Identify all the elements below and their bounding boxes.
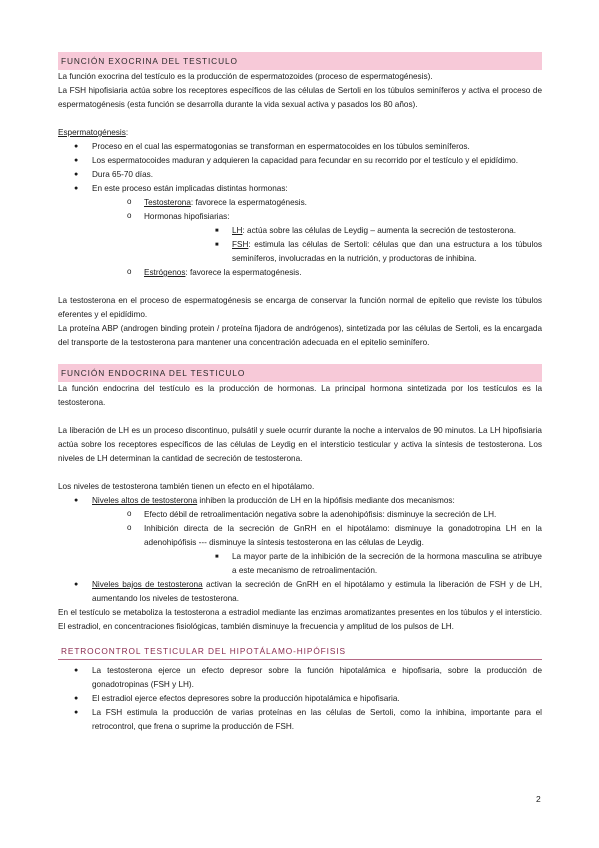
sub-sub-list xyxy=(144,550,542,578)
list-item: o Efecto débil de retroalimentación negativa sobre la adenohipófisis: disminuye la secreción de LH. xyxy=(92,508,542,522)
list-item xyxy=(58,182,542,280)
sub-sub-list xyxy=(144,224,542,266)
subheading-label: Espermatogénesis xyxy=(58,128,126,137)
section-heading-retrocontrol: RETROCONTROL TESTICULAR DEL HIPOTÁLAMO-HIPÓFISIS xyxy=(58,644,542,660)
list-item xyxy=(144,224,542,238)
hormone-name: LH xyxy=(232,226,243,235)
subheading-espermatogenesis xyxy=(58,126,542,140)
hormone-text: : favorece la espermatogénesis. xyxy=(190,198,307,207)
hormone-text: : estimula las células de Sertoli: células que dan una estructura a los túbulos seminíferos, involucradas en la nutrición, y productoras de inhibina. xyxy=(232,240,542,263)
paragraph: La liberación de LH es un proceso discontinuo, pulsátil y suele ocurrir durante la noche a intervalos de 90 minutos. La LH hipofisiaria actúa sobre los receptores específicos de las células de Leydig en el intersticio testicular y activa la síntesis de testosterona. Los niveles de LH determinan la cantidad de secreción de testosterona. xyxy=(58,426,542,463)
list-item xyxy=(144,238,542,266)
list-item: ■ La mayor parte de la inhibición de la secreción de la hormona masculina se atribuye a este mecanismo de retroalimentación. xyxy=(144,550,542,578)
list-item xyxy=(92,196,542,210)
section-heading-exocrine: FUNCIÓN EXOCRINA DEL TESTICULO xyxy=(58,52,542,70)
bullet-list xyxy=(58,664,542,734)
paragraph: La FSH hipofisiaria actúa sobre los receptores específicos de las células de Sertoli en los túbulos seminíferos y activa el proceso de espermatogénesis (esta función se desarrolla durante la vida sexual activa y pasados los 80 años). xyxy=(58,86,542,109)
list-item-text: activan la secreción de GnRH en el hipotálamo y estimula la liberación de FSH y de LH, aumentando los niveles de testosterona. xyxy=(92,580,542,603)
sub-list xyxy=(92,196,542,280)
underlined-term: Niveles bajos de testosterona xyxy=(92,580,203,589)
hormone-name: FSH xyxy=(232,240,249,249)
sub-list xyxy=(92,508,542,578)
paragraph: La función exocrina del testículo es la producción de espermatozoides (proceso de espermatogénesis). xyxy=(58,72,433,81)
list-item: ● La FSH estimula la producción de varias proteínas en las células de Sertoli, como la inhibina, importante para el retrocontrol, que frena o suprime la producción de FSH. xyxy=(58,706,542,734)
list-item: ● El estradiol ejerce efectos depresores sobre la producción hipotalámica e hipofisaria. xyxy=(58,692,542,706)
hormone-text: : favorece la espermatogénesis. xyxy=(185,268,302,277)
section-heading-endocrine: FUNCIÓN ENDOCRINA DEL TESTICULO xyxy=(58,364,542,382)
page-number: 2 xyxy=(536,794,541,804)
list-item xyxy=(92,266,542,280)
underlined-term: Niveles altos de testosterona xyxy=(92,496,198,505)
paragraph: La función endocrina del testículo es la producción de hormonas. La principal hormona sintetizada por los testículos es la testosterona. xyxy=(58,384,542,407)
list-item xyxy=(92,522,542,578)
paragraph: La testosterona en el proceso de espermatogénesis se encarga de conservar la función normal de epitelio que reviste los túbulos eferentes y el epidídimo. xyxy=(58,296,542,319)
list-item: ● Los espermatocoides maduran y adquieren la capacidad para fecundar en su recorrido por el testículo y el epidídimo. xyxy=(58,154,542,168)
subheading-colon: : xyxy=(125,128,129,137)
hormone-name: Testosterona xyxy=(144,198,191,207)
document-page xyxy=(58,52,542,734)
hormone-text: : actúa sobre las células de Leydig – aumenta la secreción de testosterona. xyxy=(242,226,517,235)
list-item xyxy=(58,578,542,606)
list-item: ● Dura 65-70 días. xyxy=(58,168,542,182)
paragraph: En el testículo se metaboliza la testosterona a estradiol mediante las enzimas aromatizantes presentes en los túbulos y el intersticio. El estradiol, en concentraciones fisiológicas, también disminuye la frecuencia y amplitud de los pulsos de LH. xyxy=(58,608,542,631)
list-item-text: Inhibición directa de la secreción de GnRH en el hipotálamo: disminuye la gonadotropina LH en la adenohipófisis --- disminuye la síntesis testosterona en las células de Leydig. xyxy=(144,524,542,547)
bullet-list xyxy=(58,494,542,606)
list-item: ● La testosterona ejerce un efecto depresor sobre la función hipotalámica e hipofisaria, sobre la producción de gonadotropinas (FSH y LH). xyxy=(58,664,542,692)
hormone-name: Estrógenos xyxy=(144,268,186,277)
list-item xyxy=(92,210,542,266)
list-item: ● Proceso en el cual las espermatogonias se transforman en espermatocoides en los túbulos seminíferos. xyxy=(58,140,542,154)
list-item-text: inhiben la producción de LH en la hipófisis mediante dos mecanismos: xyxy=(197,496,455,505)
list-item-text: En este proceso están implicadas distintas hormonas: xyxy=(92,184,288,193)
paragraph: Los niveles de testosterona también tienen un efecto en el hipotálamo. xyxy=(58,482,315,491)
list-item xyxy=(58,494,542,578)
list-item-text: Hormonas hipofisiarias: xyxy=(144,212,230,221)
bullet-list xyxy=(58,140,542,280)
paragraph: La proteína ABP (androgen binding protein / proteína fijadora de andrógenos), sintetizada por las células de Sertoli, es la encargada del transporte de la testosterona para mantener una concentración adecuada en el epitelio seminífero. xyxy=(58,324,542,347)
